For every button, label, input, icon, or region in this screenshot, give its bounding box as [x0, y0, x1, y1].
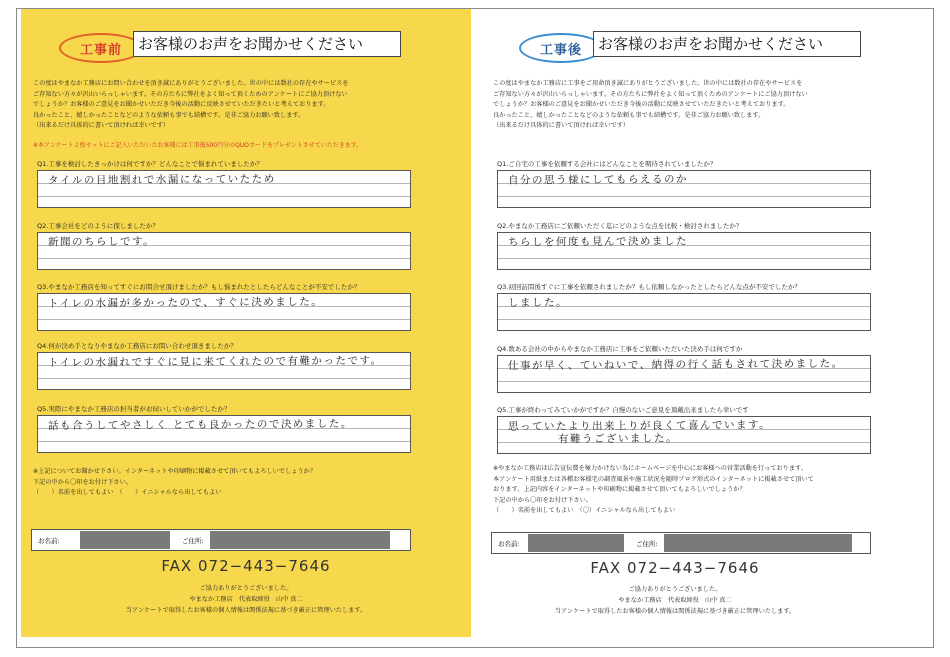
answer-box-3	[37, 293, 411, 331]
redacted-address	[664, 534, 852, 552]
footer-line: ご協力ありがとうございました。	[199, 585, 293, 592]
redacted-name	[80, 531, 170, 549]
redacted-address	[210, 531, 390, 549]
consent-options: （ ）名前を出してもよい （ ）イニシャルなら出してもよい	[33, 489, 222, 496]
answer-3: トイレの水漏が多かったので、すぐに決めました。	[47, 296, 324, 310]
question-3: Q3.初回訪問後すぐに工事を依頼されましたか？もし依頼しなかったとしたらどんな点が不安でしたか？	[497, 283, 801, 291]
intro-line: この度はやまなか工務店に工事をご用命頂き誠にありがとうございました。世の中には数社の存在やサービスを	[493, 80, 803, 87]
intro-line: （出来るだけ具体的に書いて頂ければ幸いです）	[493, 122, 630, 130]
question-5: Q5.実際にやまなか工務店の担当者がお伺いしていかがでしたか？	[37, 405, 231, 413]
question-2: Q2.やまなか工務店にご依頼いただく迄にどのような点を比較・検討されましたか？	[497, 222, 743, 230]
intro-line: この度はやまなか工務店にお問い合わせを頂き誠にありがとうございました。世の中には数社の存在やサービスを	[33, 80, 349, 87]
answer-4: 仕事が早く、ていねいで、納得の行く話もされて決めました。	[507, 357, 844, 373]
intro-line: でしょうか？お客様のご意見をお聞かせいただき今後の活動に反映させていただきたいと考えております。	[33, 101, 330, 109]
answer-1: タイルの目地割れで水漏になっていたため	[47, 173, 276, 187]
fax-number: FAX 072−443−7646	[161, 557, 331, 575]
answer-box-5	[497, 416, 871, 454]
intro-text	[33, 79, 423, 132]
name-label: お名前:	[38, 537, 60, 545]
intro-text	[493, 79, 883, 132]
intro-line: 良かったこと、嬉しかったことなどのような依頼も事でも結構です。是非ご協力お願い致します。	[33, 111, 305, 119]
footer	[21, 583, 471, 616]
consent-line: ※上記についてお聞かせ下さい。インターネットや印刷物に掲載させて頂いてもよろしいでしょうか？	[33, 468, 316, 475]
name-label: お名前:	[498, 540, 520, 548]
answer-box-3	[497, 293, 871, 331]
consent-line: ※やまなか工務店は広告宣伝費を極力かけない為にホームページを中心にお客様への営業活動を行っております。	[493, 465, 807, 472]
fax-number: FAX 072−443−7646	[590, 559, 760, 577]
answer-box-5	[37, 415, 411, 453]
intro-line: ご存知ない方々が沢山いらっしゃいます。その方たちに弊社をよく知って頂くためのアンケートにご協力頂けない	[493, 90, 808, 98]
before-badge: 工事前	[59, 33, 143, 63]
question-4: Q4.数ある会社の中からやまなか工務店に工事をご依頼いただいた決め手は何ですか	[497, 345, 743, 353]
publish-consent	[493, 464, 893, 517]
intro-line: （出来るだけ具体的に書いて頂ければ幸いです）	[33, 122, 170, 130]
consent-line: 下記の中から〇印をお付け下さい。	[493, 496, 592, 504]
consent-options: （ ）名前を出してもよい （〇）イニシャルなら出してもよい	[493, 507, 676, 514]
consent-line: おります。上記内容をインターネットや印刷物に掲載させて頂いてもよろしいでしょうか？	[493, 486, 746, 493]
intro-line: ご存知ない方々が沢山いらっしゃいます。その方たちに弊社をよく知って頂くためのアンケートにご協力頂けない	[33, 90, 348, 98]
question-4: Q4.何が決め手となりやまなか工務店にお問い合わせ頂きましたか？	[37, 342, 237, 350]
answer-2: ちらしを何度も見んで決めました	[507, 235, 689, 249]
name-address-box	[31, 529, 411, 551]
answer-2: 新聞のちらしです。	[47, 235, 156, 249]
footer	[451, 584, 899, 617]
address-label: ご住所:	[182, 537, 204, 545]
question-5: Q5.工事が終わってみていかがですか？自慢のないご意見を頂戴出来ましたら幸いです	[497, 406, 749, 414]
answer-5-line-2: 有難うございました。	[557, 432, 679, 446]
answer-box-2	[497, 232, 871, 270]
publish-consent	[33, 467, 433, 499]
answer-1: 自分の思う様にしてもらえるのか	[507, 173, 689, 187]
intro-line: 良かったこと、嬉しかったことなどのような依頼も事でも結構です。是非ご協力お願い致します。	[493, 111, 765, 119]
page-title: お客様のお声をお聞かせください	[133, 31, 401, 57]
name-address-box	[491, 532, 871, 554]
answer-5: 思っていたより出来上りが良くて喜んでいます。	[507, 419, 772, 433]
answer-box-1	[37, 170, 411, 208]
consent-line: 下記の中から〇印をお付け下さい。	[33, 478, 132, 486]
question-1: Q1.工事を検討したきっかけは何ですか？どんなことで悩まれていましたか？	[37, 160, 263, 168]
question-1: Q1.ご自宅の工事を依頼する会社にはどんなことを期待されていましたか？	[497, 160, 717, 168]
after-survey-page	[481, 9, 929, 637]
footer-line: ご協力ありがとうございました。	[628, 586, 722, 593]
consent-line: 本アンケート用紙または各種お客様宅の調査風景や施工状況を随時ブログ形式のインターネットに掲載させて頂いて	[493, 475, 814, 483]
footer-line: やまなか工務店 代表取締役 山中 真二	[618, 597, 732, 604]
footer-line: やまなか工務店 代表取締役 山中 真二	[189, 596, 303, 603]
answer-box-1	[497, 170, 871, 208]
question-2: Q2.工事会社をどのように探しましたか？	[37, 222, 159, 230]
answer-box-4	[37, 352, 411, 390]
redacted-name	[528, 534, 624, 552]
footer-line: 当アンケートで取得したお客様の個人情報は関係法規に基づき厳正に管理いたします。	[554, 608, 796, 615]
page-title: お客様のお声をお聞かせください	[593, 31, 861, 57]
question-3: Q3.やまなか工務店を知ってすぐにお問合せ頂けましたか？もし悩まれたとしたらどんなことが不安でしたか？	[37, 283, 361, 291]
answer-box-4	[497, 355, 871, 393]
answer-3: しました。	[507, 296, 569, 310]
answer-5: 話も合うしてやさしく とても良かったので決めました。	[47, 417, 353, 433]
after-badge: 工事後	[519, 33, 603, 63]
answer-box-2	[37, 232, 411, 270]
intro-line: でしょうか？お客様のご意見をお聞かせいただき今後の活動に反映させていただきたいと考えております。	[493, 101, 790, 109]
answer-4: トイレの水漏れですぐに見に来てくれたので有難かったです。	[47, 354, 383, 370]
footer-line: 当アンケートで取得したお客様の個人情報は関係法規に基づき厳正に管理いたします。	[125, 607, 367, 614]
quo-card-note: ※本アンケート２枚セットにご記入いただいたお客様には工事後500円分のQUOカードをプレゼントさせていただきます。	[33, 142, 363, 149]
before-survey-page	[21, 9, 471, 637]
address-label: ご住所:	[636, 540, 658, 548]
